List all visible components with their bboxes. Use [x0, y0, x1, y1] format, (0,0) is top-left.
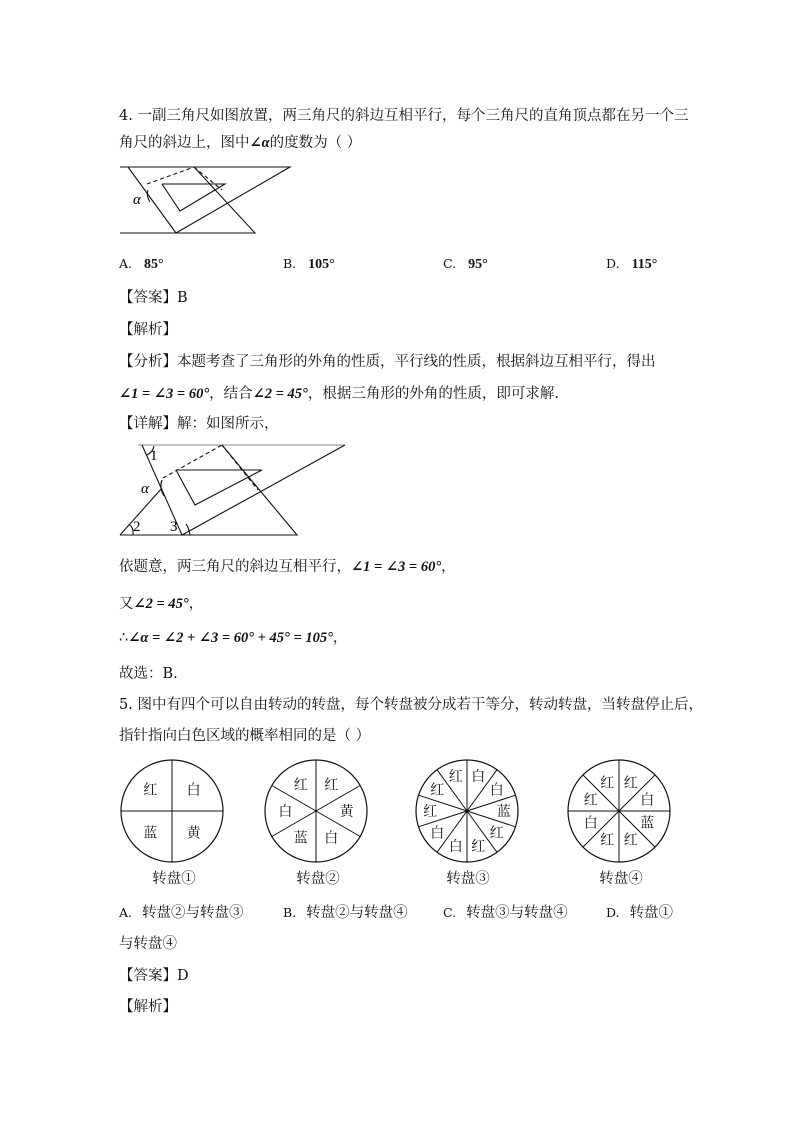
q4-analysis-head: 【解析】: [119, 322, 177, 338]
q4-detail: 【详解】解：如图所示，: [119, 416, 279, 432]
q5-spinner-4-sector-label: 红: [623, 775, 638, 792]
q5-spinner-4-sector-label: 红: [583, 792, 598, 809]
q5-spinner-4-sector-label: 红: [600, 775, 615, 792]
q4-eq1: ∠1 = ∠3 = 60°: [119, 386, 210, 402]
q5-spinner-4: [568, 760, 670, 862]
q5-spinner-3: [416, 760, 518, 862]
q4-stem-line1: 4. 一副三角尺如图放置，两三角尺的斜边互相平行，每个三角尺的直角顶点都在另一个三: [119, 108, 689, 124]
q5-spinner-2-sector-label: 白: [324, 830, 339, 847]
q5-spinner-3-caption: 转盘③: [446, 871, 490, 887]
q4-fig2-label-1: 1: [150, 448, 158, 464]
q5-spinner-4-sector-label: 白: [583, 815, 598, 832]
q5-spinner-2-caption: 转盘②: [296, 871, 340, 887]
q5-spinner-1-sector-label: 蓝: [143, 825, 158, 842]
q5-spinner-3-sector-label: 红: [471, 838, 486, 855]
q4-stem-line2-post: 的度数为（ ）: [269, 135, 362, 151]
q4-option-d[interactable]: D. 115°: [606, 256, 658, 272]
q5-spinner-4-sector-label: 红: [600, 832, 615, 849]
q5-spinner-2-sector-label: 红: [324, 777, 339, 794]
q4-analysis-line2: ∠1 = ∠3 = 60°，结合∠2 = 45°，根据三角形的外角的性质，即可求解.: [119, 386, 559, 402]
q5-spinner-1-caption: 转盘①: [152, 871, 196, 887]
q4-option-c[interactable]: C. 95°: [443, 256, 488, 272]
q5-spinner-3-sector-label: 红: [489, 825, 504, 842]
q4-fig2-label-3: 3: [170, 519, 178, 535]
q5-spinner-2-sector-label: 蓝: [293, 830, 308, 847]
q5-spinner-1: [121, 760, 223, 862]
q5-spinner-3-sector-label: 白: [471, 769, 486, 786]
q5-spinner-1-sector-label: 红: [143, 782, 158, 799]
q5-spinner-1-sector-label: 白: [186, 782, 201, 799]
q5-spinner-3-sector-label: 红: [430, 782, 445, 799]
q5-option-b[interactable]: B. 转盘②与转盘④: [283, 905, 408, 921]
q5-spinner-3-sector-label: 白: [430, 825, 445, 842]
q5-stem-line2: 指针指向白色区域的概率相同的是（ ）: [119, 728, 371, 744]
q4-option-a[interactable]: A. 85°: [119, 256, 164, 272]
q5-spinner-4-sector-label: 蓝: [640, 815, 655, 832]
q4-analysis-line1: 【分析】本题考查了三角形的外角的性质，平行线的性质，根据斜边互相平行，得出: [119, 354, 656, 370]
q5-spinner-1-sector-label: 黄: [186, 825, 201, 842]
q5-spinner-2-sector-label: 红: [293, 777, 308, 794]
q5-spinner-3-sector-label: 蓝: [496, 804, 511, 820]
q4-step1: 依题意，两三角尺的斜边互相平行，∠1 = ∠3 = 60°，: [119, 559, 456, 575]
q5-answer: 【答案】D: [119, 968, 189, 984]
q4-option-b[interactable]: B. 105°: [283, 256, 335, 272]
q5-spinner-4-caption: 转盘④: [599, 871, 643, 887]
q5-stem-line1: 5. 图中有四个可以自由转动的转盘，每个转盘被分成若干等分，转动转盘，当转盘停止后，: [119, 697, 703, 713]
q4-stem-angle: ∠α: [249, 135, 270, 151]
q4-fig2-label-alpha: α: [141, 481, 149, 497]
q4-fig2-label-2: 2: [133, 519, 141, 535]
q5-option-a[interactable]: A. 转盘②与转盘③: [119, 905, 244, 921]
q4-step3-eq: ∠α = ∠2 + ∠3 = 60° + 45° = 105°: [128, 630, 333, 646]
q4-fig1-alpha-label: α: [133, 192, 141, 208]
q5-spinner-3-sector-label: 白: [489, 782, 504, 799]
q5-option-d[interactable]: D. 转盘①: [606, 905, 674, 921]
q5-spinner-2: [265, 760, 367, 862]
q5-spinner-4-sector-label: 白: [640, 792, 655, 809]
q5-option-c[interactable]: C. 转盘③与转盘④: [443, 905, 568, 921]
q4-stem-line2-pre: 角尺的斜边上，图中: [119, 135, 250, 151]
q4-eq2: ∠2 = 45°: [252, 386, 308, 402]
q5-spinner-3-sector-label: 红: [448, 769, 463, 786]
q5-spinner-3-sector-label: 白: [448, 838, 463, 855]
q5-spinner-2-sector-label: 白: [278, 804, 293, 820]
q5-spinner-4-sector-label: 红: [623, 832, 638, 849]
q4-step2-eq: ∠2 = 45°: [133, 596, 189, 612]
q5-spinner-2-sector-label: 黄: [339, 804, 354, 820]
q4-step1-eq: ∠1 = ∠3 = 60°: [351, 559, 442, 575]
q4-step2: 又∠2 = 45°，: [119, 596, 204, 612]
q4-answer: 【答案】B: [119, 290, 188, 306]
q4-conclusion: 故选：B.: [119, 666, 178, 682]
q5-analysis-head: 【解析】: [119, 999, 177, 1015]
q5-option-d-cont: 与转盘④: [119, 936, 177, 952]
q4-step3: ∴∠α = ∠2 + ∠3 = 60° + 45° = 105°，: [119, 630, 348, 646]
q5-spinner-3-sector-label: 红: [423, 804, 438, 820]
